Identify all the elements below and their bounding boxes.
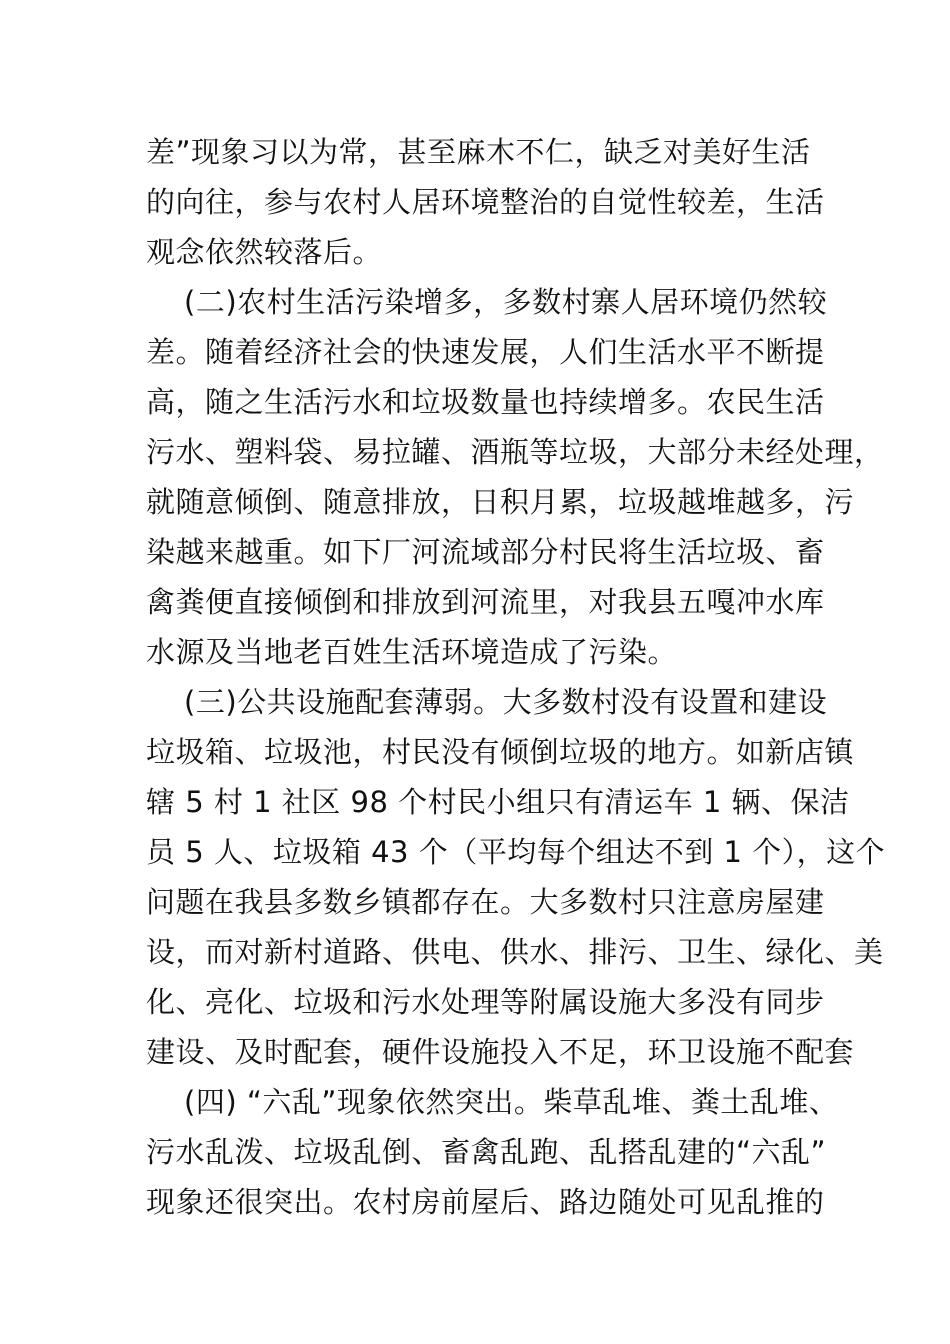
paragraph-4-heading-line: (四) “六乱”现象依然突出。柴草乱堆、粪土乱堆、	[184, 1085, 839, 1119]
text-line: 观念依然较落后。	[146, 235, 383, 269]
text-line: 就随意倾倒、随意排放，日积月累，垃圾越堆越多，污	[146, 485, 855, 519]
text-line: 禽粪便直接倾倒和排放到河流里，对我县五嘎冲水库	[146, 585, 825, 619]
text-line: 水源及当地老百姓生活环境造成了污染。	[146, 635, 678, 669]
text-line: 建设、及时配套，硬件设施投入不足，环卫设施不配套	[146, 1035, 855, 1069]
text-line: 高，随之生活污水和垃圾数量也持续增多。农民生活	[146, 385, 825, 419]
text-line: 差”现象习以为常，甚至麻木不仁，缺乏对美好生活	[146, 135, 811, 169]
text-line: 化、亮化、垃圾和污水处理等附属设施大多没有同步	[146, 985, 825, 1019]
text-line: 污水乱泼、垃圾乱倒、畜禽乱跑、乱搭乱建的“六乱”	[146, 1135, 827, 1169]
text-line: 问题在我县多数乡镇都存在。大多数村只注意房屋建	[146, 885, 825, 919]
text-line: 污水、塑料袋、易拉罐、酒瓶等垃圾，大部分未经处理，	[146, 435, 884, 469]
text-line: 辖 5 村 1 社区 98 个村民小组只有清运车 1 辆、保洁	[146, 785, 850, 819]
paragraph-2-heading-line: (二)农村生活污染增多，多数村寨人居环境仍然较	[184, 285, 828, 319]
text-line: 的向往，参与农村人居环境整治的自觉性较差，生活	[146, 185, 825, 219]
text-line: 员 5 人、垃圾箱 43 个（平均每个组达不到 1 个），这个	[146, 835, 886, 869]
paragraph-3-heading-line: (三)公共设施配套薄弱。大多数村没有设置和建设	[184, 685, 828, 719]
text-line: 现象还很突出。农村房前屋后、路边随处可见乱推的	[146, 1185, 825, 1219]
text-line: 差。随着经济社会的快速发展，人们生活水平不断提	[146, 335, 825, 369]
text-line: 染越来越重。如下厂河流域部分村民将生活垃圾、畜	[146, 535, 825, 569]
text-line: 垃圾箱、垃圾池，村民没有倾倒垃圾的地方。如新店镇	[146, 735, 855, 769]
text-line: 设，而对新村道路、供电、供水、排污、卫生、绿化、美	[146, 935, 884, 969]
